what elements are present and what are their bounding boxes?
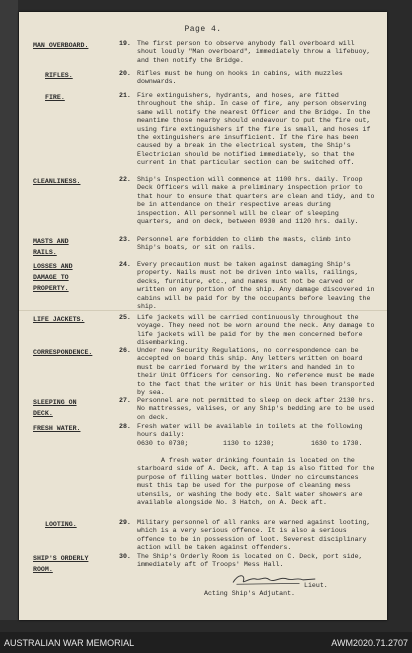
left-edge-shadow	[0, 0, 18, 620]
section-label: SLEEPING ON DECK.	[33, 399, 77, 417]
water-hours-morning: 0630 to 0730;	[137, 440, 189, 447]
section-number: 20.	[119, 70, 131, 77]
section-label: FRESH WATER.	[33, 425, 81, 432]
archive-footer	[0, 632, 412, 653]
section-text: Ship's Inspection will commence at 1100 hrs. daily. Troop Deck Officers will make a preliminary inspection prior to that hour to ensure that quarters are clean and tidy, and to be in attendance on their respective areas during inspection. All personnel will be clear of sleeping quarters, and on deck, between 0930 and 1120 hrs. daily.	[137, 176, 375, 226]
water-fountain-text: A fresh water drinking fountain is located on the starboard side of A. Deck, aft. A tap is also fitted for the purpose of filling water bottles. Under no circumstances must this tap be used for the purpose of cleaning mess utensils, or washing the body etc. Salt water showers are available alongside No. 3 Hatch, on A. Deck aft.	[137, 457, 375, 507]
section-text: Rifles must be hung on hooks in cabins, with muzzles downwards.	[137, 70, 343, 86]
section-text: Military personnel of all ranks are warned against looting, which is a very serious offence. It is also a serious offence to be in possession of loot. Severest disciplinary action will be taken against offenders.	[137, 519, 371, 552]
section-label: MAN OVERBOARD.	[33, 42, 89, 49]
section-text: The Ship's Orderly Room is located on C. Deck, port side, immediately aft of Troops' Mess Hall.	[137, 553, 363, 569]
section-number: 24.	[119, 261, 131, 268]
section-label: RIFLES.	[45, 72, 73, 79]
section-text: The first person to observe anybody fall overboard will shout loudly "Man overboard", immediately throw a lifebuoy, and then notify the Bridge.	[137, 40, 371, 64]
section-text: Personnel are forbidden to climb the masts, climb into Ship's boats, or sit on rails.	[137, 236, 351, 252]
section-label: CLEANLINESS.	[33, 178, 81, 185]
section-text: Fire extinguishers, hydrants, and hoses, are fitted throughout the ship. In case of fire, any person observing same will notify the nearest Officer and the Bridge. In the meantime those nearby should endeavour to put the fire out, using fire extinguishers if the fire is small, and hoses if the extinguishers are insufficient. If the fire has been caused by a break in the electrical system, the Ship's Electrician should be notified immediately, so that the current in that particular section can be switched off.	[137, 92, 371, 167]
section-number: 23.	[119, 236, 131, 243]
section-text: Personnel are not permitted to sleep on deck after 2130 hrs. No mattresses, valises, or any Ship's bedding are to be used on deck.	[137, 397, 375, 421]
section-number: 27.	[119, 397, 131, 404]
section-label: LOSSES AND DAMAGE TO PROPERTY.	[33, 263, 73, 292]
section-number: 25.	[119, 314, 131, 321]
section-number: 26.	[119, 347, 131, 354]
section-label: MASTS AND RAILS.	[33, 238, 69, 256]
section-number: 30.	[119, 553, 131, 560]
section-label: LOOTING.	[45, 521, 77, 528]
section-number: 22.	[119, 176, 131, 183]
section-label: FIRE.	[45, 94, 65, 101]
page-number: Page 4.	[184, 25, 222, 34]
section-number: 19.	[119, 40, 131, 47]
footer-accession-number: AWM2020.71.2707	[331, 638, 408, 648]
section-text: Under new Security Regulations, no correspondence can be accepted on board this ship. Any letters written on board must be carried forward by the writers and handed in to their Unit Officers for censoring. No reference must be made to the fact that the writer or his Unit has been transported by sea.	[137, 347, 375, 397]
water-hours-midday: 1130 to 1230;	[223, 440, 275, 447]
section-label: SHIP'S ORDERLY ROOM.	[33, 555, 89, 573]
signature-title: Acting Ship's Adjutant.	[204, 590, 296, 597]
section-label: LIFE JACKETS.	[33, 316, 85, 323]
water-hours	[137, 440, 377, 448]
water-hours-evening: 1630 to 1730.	[311, 440, 363, 447]
footer-institution: AUSTRALIAN WAR MEMORIAL	[4, 638, 135, 648]
section-text: Fresh water will be available in toilets at the following hours daily:	[137, 423, 363, 439]
section-number: 28.	[119, 423, 131, 430]
signature-rank: Lieut.	[304, 582, 328, 589]
section-number: 21.	[119, 92, 131, 99]
section-label: CORRESPONDENCE.	[33, 349, 93, 356]
document-page	[19, 12, 387, 620]
section-text: Every precaution must be taken against damaging Ship's property. Nails must not be driven into walls, railings, decks, furniture, etc., and names must not be carved or written on any portion of the ship. Any damage discovered in cabins will be paid for by the occupants before leaving the ship.	[137, 261, 375, 311]
section-number: 29.	[119, 519, 131, 526]
section-text: Life jackets will be carried continuously throughout the voyage. They need not be worn around the neck. Any damage to life jackets will be paid for by the men concerned before disembarking.	[137, 314, 375, 347]
